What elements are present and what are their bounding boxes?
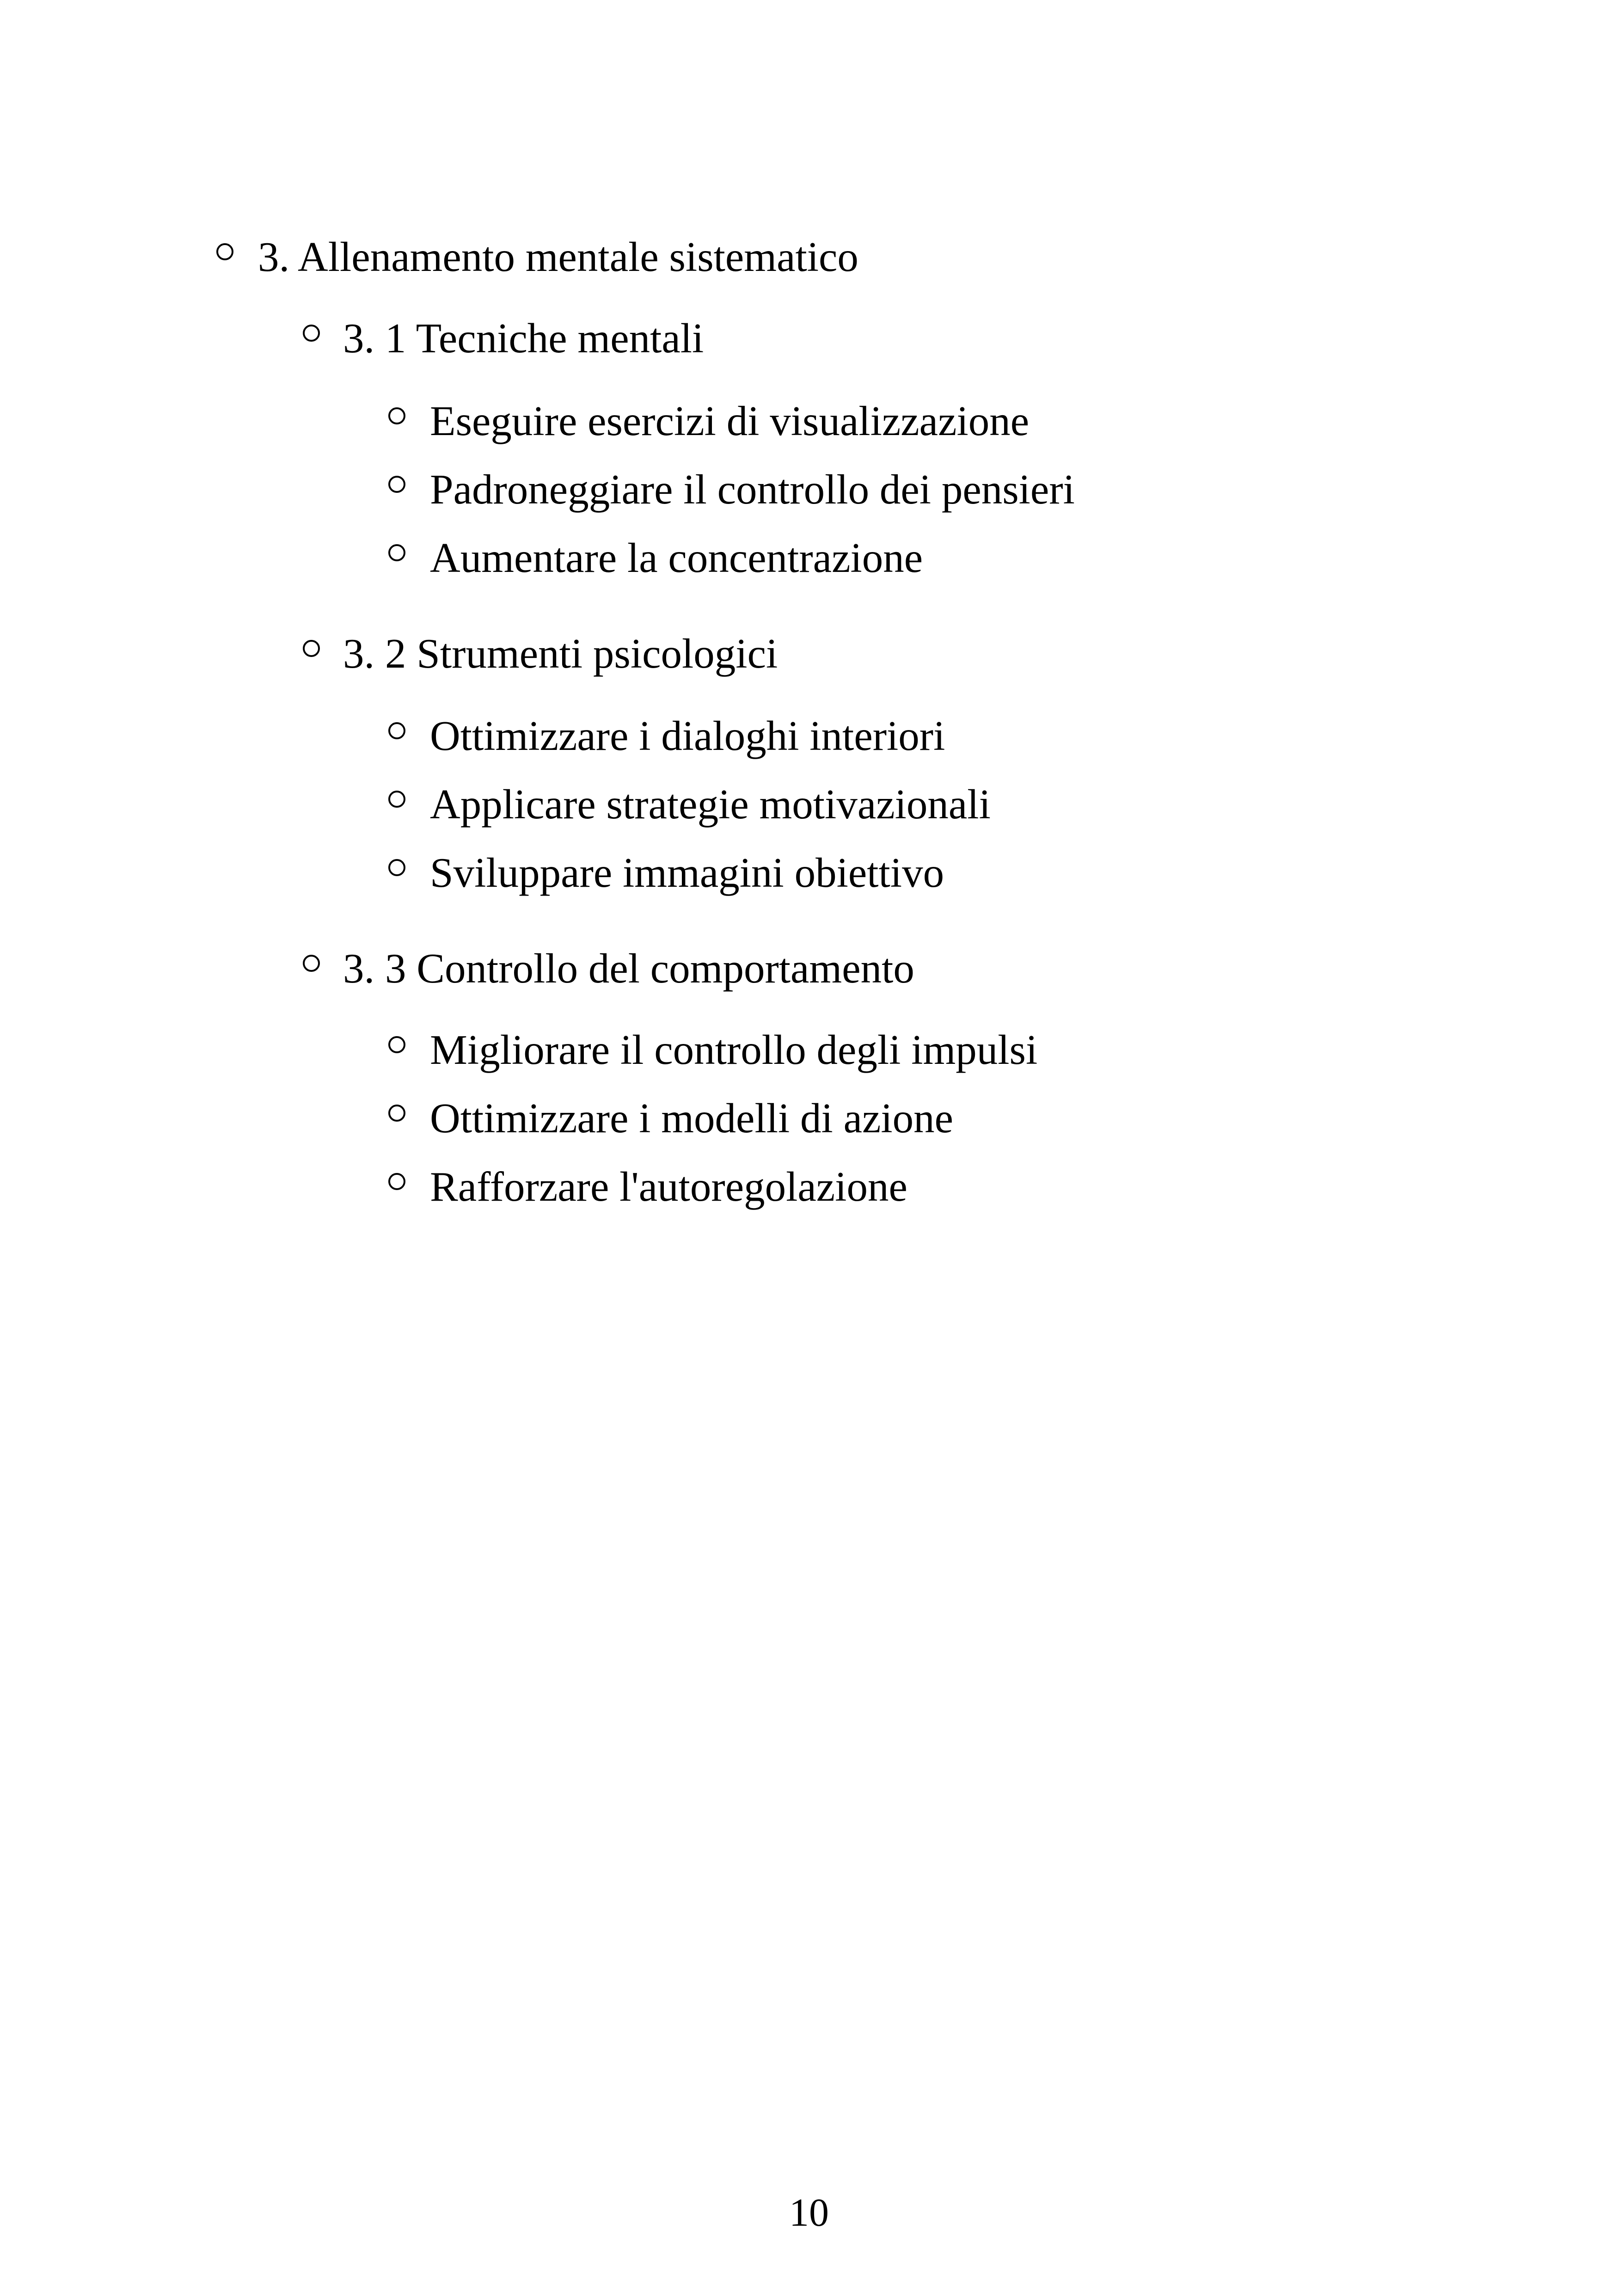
circle-bullet-icon (388, 407, 405, 424)
circle-bullet-icon (388, 722, 405, 739)
page-number: 10 (789, 2190, 829, 2235)
subsection-heading-text: 3. 3 Controllo del comportamento (343, 945, 914, 992)
section-heading-text: 3. Allenamento mentale sistematico (258, 233, 858, 280)
subsection-heading (303, 315, 704, 362)
circle-bullet-icon (388, 1036, 405, 1053)
list-item (388, 1095, 954, 1142)
list-item-text: Aumentare la concentrazione (430, 534, 923, 581)
list-item (388, 1026, 1038, 1073)
list-item-text: Ottimizzare i dialoghi interiori (430, 712, 945, 759)
circle-bullet-icon (303, 640, 320, 657)
list-item-text: Migliorare il controllo degli impulsi (430, 1026, 1038, 1073)
circle-bullet-icon (303, 325, 320, 342)
circle-bullet-icon (216, 243, 233, 260)
list-item-text: Applicare strategie motivazionali (430, 781, 991, 828)
circle-bullet-icon (388, 1105, 405, 1122)
circle-bullet-icon (303, 955, 320, 972)
subsection-heading (303, 945, 914, 992)
list-item (388, 400, 1029, 442)
list-item (388, 466, 1075, 513)
list-item (388, 712, 945, 759)
list-item (388, 534, 923, 581)
list-item-text: Eseguire esercizi di visualizzazione (430, 398, 1030, 444)
circle-bullet-icon (388, 791, 405, 808)
circle-bullet-icon (388, 859, 405, 876)
list-item (388, 849, 944, 896)
list-item-text: Rafforzare l'autoregolazione (430, 1163, 907, 1210)
circle-bullet-icon (388, 544, 405, 561)
list-item-text: Sviluppare immagini obiettivo (430, 849, 944, 896)
subsection-heading-text: 3. 1 Tecniche mentali (343, 315, 704, 362)
list-item-text: Padroneggiare il controllo dei pensieri (430, 466, 1075, 513)
subsection-heading-text: 3. 2 Strumenti psicologici (343, 630, 778, 677)
subsection-heading (303, 632, 778, 675)
circle-bullet-icon (388, 476, 405, 493)
list-item-text: Ottimizzare i modelli di azione (430, 1095, 954, 1142)
section-heading (216, 233, 858, 280)
circle-bullet-icon (388, 1173, 405, 1190)
list-item (388, 1163, 907, 1210)
list-item (388, 781, 991, 828)
